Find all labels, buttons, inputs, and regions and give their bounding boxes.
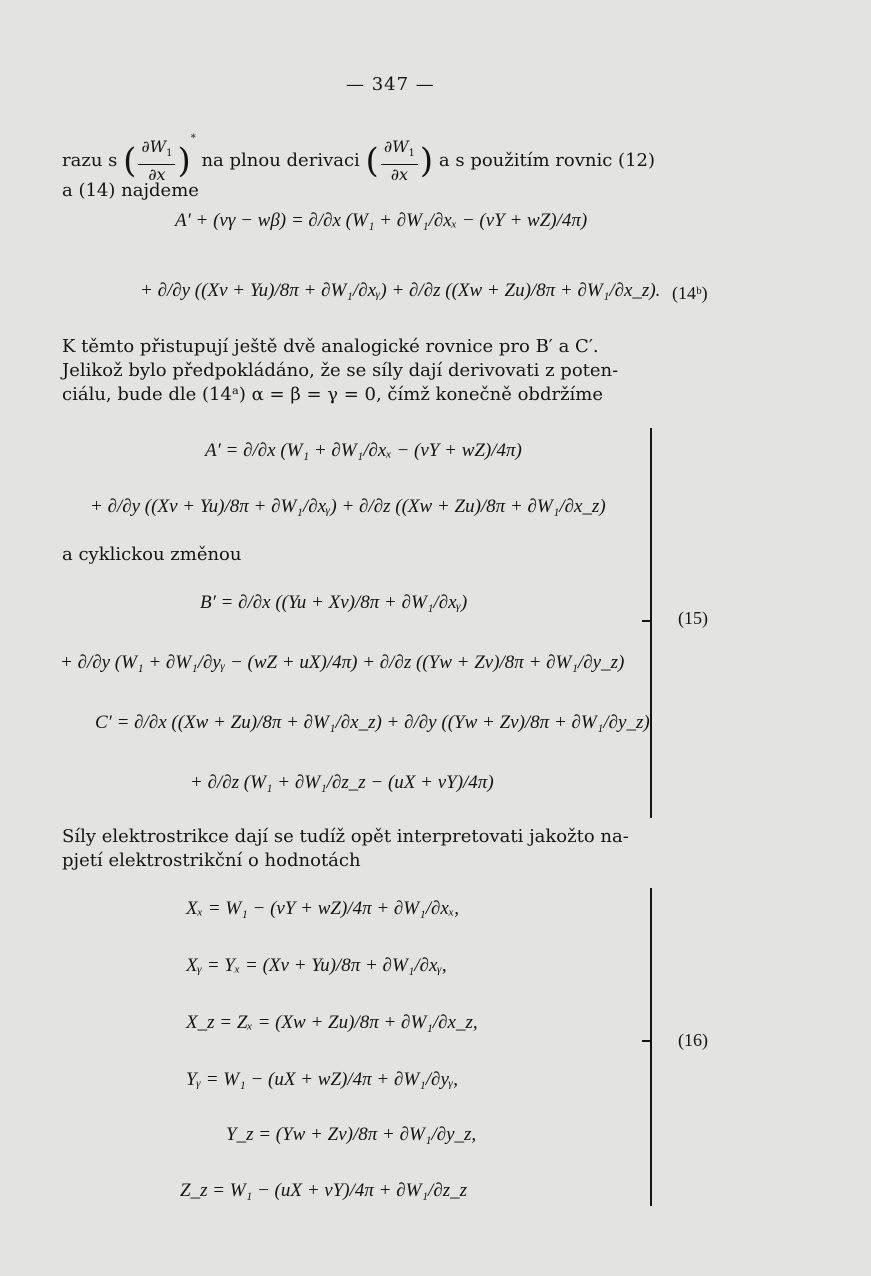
equation-15-B2: + ∂/∂y (W₁ + ∂W₁/∂yᵧ − (wZ + uX)/4π) + ∂/∂z ((Yw + Zv)/8π + ∂W₁/∂y_z) [60,652,625,673]
text-para3-line1: Síly elektrostrikce dají se tudíž opět interpretovati jakožto na- [62,826,629,847]
text-razu: razu s [62,150,118,172]
equation-16-3: X_z = Zₓ = (Xw + Zu)/8π + ∂W₁/∂x_z, [186,1012,478,1033]
text-para2-line3: ciálu, bude dle (14ᵃ) α = β = γ = 0, čímž konečně obdržíme [62,384,604,405]
text-cyklickou: a cyklickou změnou [62,544,242,565]
equation-16-1: Xₓ = W₁ − (vY + wZ)/4π + ∂W₁/∂xₓ, [186,898,459,919]
brace-16-tip [642,1040,652,1042]
text-para2-line2: Jelikož bylo předpokládáno, že se síly dají derivovati z poten- [62,360,619,381]
equation-14b-line1: A′ + (vγ − wβ) = ∂/∂x (W₁ + ∂W₁/∂xₓ − (vY + wZ)/4π) [175,210,588,231]
brace-16 [650,888,652,1206]
equation-16-6: Z_z = W₁ − (uX + vY)/4π + ∂W₁/∂z_z [180,1180,468,1201]
equation-16-4: Yᵧ = W₁ − (uX + wZ)/4π + ∂W₁/∂yᵧ, [186,1069,459,1090]
text-para3-line2: pjetí elektrostrikční o hodnotách [62,850,361,871]
equation-15-B1: B′ = ∂/∂x ((Yu + Xv)/8π + ∂W₁/∂xᵧ) [200,592,468,613]
text-line-2: a (14) najdeme [62,180,199,201]
page-number: — 347 — [346,74,435,95]
equation-16-2: Xᵧ = Yₓ = (Xv + Yu)/8π + ∂W₁/∂xᵧ, [186,955,447,976]
equation-16-5: Y_z = (Yw + Zv)/8π + ∂W₁/∂y_z, [226,1124,477,1145]
brace-15 [650,428,652,818]
equation-14b-line2: + ∂/∂y ((Xv + Yu)/8π + ∂W₁/∂xᵧ) + ∂/∂z ((Xw + Zu)/8π + ∂W₁/∂x_z). [140,280,661,301]
equation-15-A1: A′ = ∂/∂x (W₁ + ∂W₁/∂xₓ − (vY + wZ)/4π) [205,440,522,461]
equation-15-A2: + ∂/∂y ((Xv + Yu)/8π + ∂W₁/∂xᵧ) + ∂/∂z ((Xw + Zu)/8π + ∂W₁/∂x_z) [90,496,606,517]
text-para2-line1: K těmto přistupují ještě dvě analogické rovnice pro B′ a C′. [62,336,599,357]
equation-label-15: (15) [678,608,708,628]
text-pouzitim: a s použitím rovnic (12) [438,150,656,172]
text-line-1: razu s ( $\frac{\partial W_1}{\partial x}$ )* na plnou derivaci ( $\frac{\partial W_1}{\partial x}$ ) a s použitím rovnic (12) [62,133,656,185]
equation-label-16: (16) [678,1030,708,1050]
equation-label-14b: (14ᵇ) [672,283,708,303]
brace-15-tip [642,620,652,622]
equation-15-C1: C′ = ∂/∂x ((Xw + Zu)/8π + ∂W₁/∂x_z) + ∂/∂y ((Yw + Zv)/8π + ∂W₁/∂y_z) [95,712,650,733]
text-na-plnou: na plnou derivaci [201,150,360,172]
equation-15-C2: + ∂/∂z (W₁ + ∂W₁/∂z_z − (uX + vY)/4π) [190,772,494,793]
